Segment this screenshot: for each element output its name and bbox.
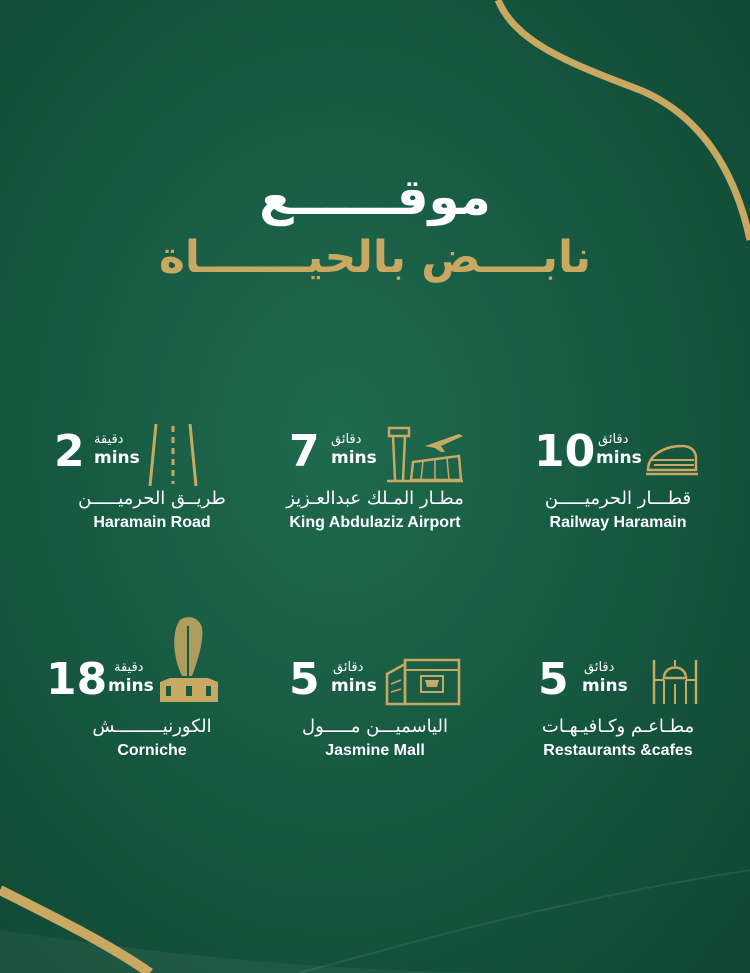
location-name-ar: الكورنيـــــــــش — [92, 716, 212, 737]
location-card-restaurants — [498, 652, 738, 762]
location-card-airport — [255, 424, 495, 534]
minutes-value: 10 — [534, 426, 596, 477]
location-name-ar: مطـاعـم وكـافيـهـات — [541, 716, 695, 737]
location-name-ar: الياسميـــن مـــــول — [302, 716, 448, 737]
minutes-unit-en: mins — [582, 676, 628, 696]
train-icon — [646, 442, 698, 476]
page-subtitle: نابــــض بالحيـــــــاة — [158, 232, 592, 283]
minutes-value: 2 — [54, 426, 85, 477]
location-card-haramain-road — [32, 424, 272, 534]
location-card-railway — [498, 424, 738, 534]
minutes-unit-ar: دقائق — [333, 660, 364, 675]
minutes-value: 5 — [289, 654, 320, 705]
location-name-ar: مطـار المـلك عبدالعـزيز — [286, 488, 464, 509]
mall-icon — [385, 656, 461, 706]
location-name-ar: قطـــار الحرميـــــن — [544, 488, 692, 509]
location-card-jasmine-mall — [255, 652, 495, 762]
location-name-en: King Abdulaziz Airport — [289, 514, 461, 531]
location-name-en: Haramain Road — [93, 514, 211, 531]
location-name-en: Railway Haramain — [549, 514, 687, 531]
minutes-value: 18 — [46, 654, 108, 705]
minutes-unit-ar: دقائق — [598, 432, 629, 447]
page-title: موقــــــع — [259, 168, 491, 226]
minutes-unit-ar: دقيقة — [94, 432, 124, 447]
road-icon — [148, 424, 198, 486]
minutes-unit-ar: دقائق — [331, 432, 362, 447]
restaurant-icon — [650, 656, 700, 706]
minutes-value: 5 — [538, 654, 569, 705]
fountain-icon — [158, 616, 220, 702]
minutes-unit-en: mins — [331, 448, 377, 468]
minutes-unit-en: mins — [596, 448, 642, 468]
location-name-en: Jasmine Mall — [325, 742, 425, 759]
minutes-unit-en: mins — [94, 448, 140, 468]
location-name-ar: طريــق الحرميـــــن — [78, 488, 226, 509]
minutes-unit-ar: دقائق — [584, 660, 615, 675]
minutes-unit-en: mins — [108, 676, 154, 696]
minutes-unit-ar: دقيقة — [114, 660, 144, 675]
airport-icon — [385, 424, 465, 484]
minutes-value: 7 — [289, 426, 320, 477]
location-name-en: Restaurants &cafes — [543, 742, 693, 759]
location-card-corniche — [32, 652, 272, 762]
minutes-unit-en: mins — [331, 676, 377, 696]
location-name-en: Corniche — [117, 742, 187, 759]
